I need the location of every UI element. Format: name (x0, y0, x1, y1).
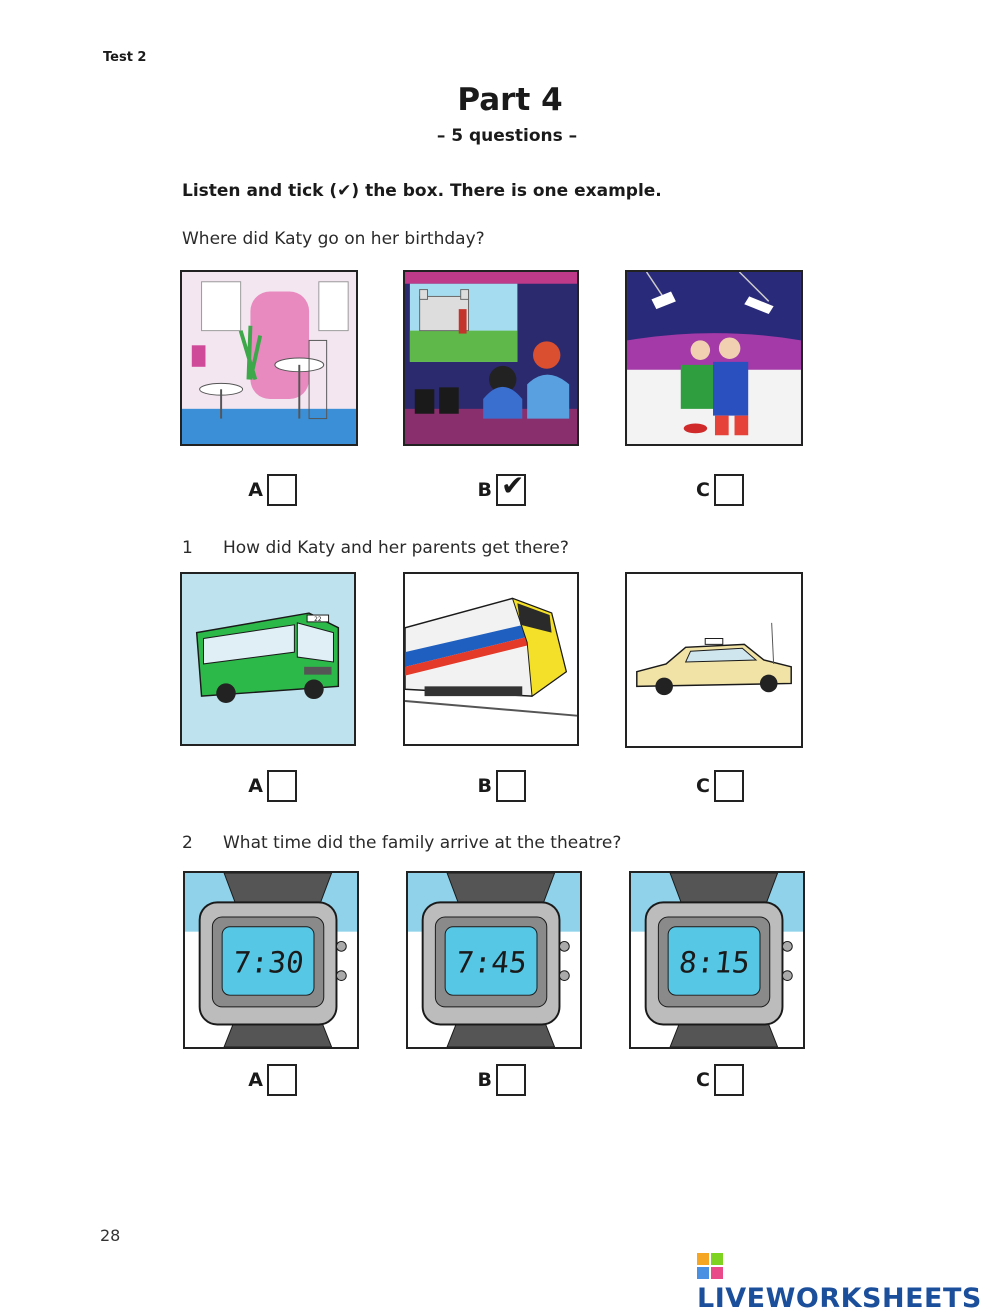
watch-time: 7:30 (231, 945, 306, 980)
watch-image (408, 873, 580, 1047)
answer-checkbox[interactable] (267, 474, 297, 506)
answer-checkbox[interactable] (714, 474, 744, 506)
bus-picture[interactable] (180, 572, 356, 746)
train-picture[interactable] (403, 572, 579, 746)
q2-option-a[interactable] (241, 1064, 297, 1096)
option-letter: B (477, 479, 492, 501)
q1-option-a[interactable] (241, 770, 297, 802)
watch-time: 8:15 (677, 945, 752, 980)
page-title: Part 4 (457, 82, 563, 118)
watch-image (631, 873, 803, 1047)
option-letter: C (696, 479, 710, 501)
circus-image (627, 272, 801, 444)
question-number: 1 (182, 538, 193, 558)
brand-name: LIVEWORKSHEETS (697, 1283, 982, 1314)
cafe-image (182, 272, 356, 444)
circus-picture[interactable] (625, 270, 803, 446)
theatre-image (405, 272, 577, 444)
question-text: What time did the family arrive at the theatre? (223, 833, 622, 853)
page-subtitle: – 5 questions – (436, 126, 578, 146)
option-letter: A (248, 775, 263, 797)
q1-option-c[interactable] (688, 770, 744, 802)
question-1 (182, 538, 569, 558)
answer-checkbox[interactable] (496, 1064, 526, 1096)
cafe-picture[interactable] (180, 270, 358, 446)
watch-picture-a[interactable] (183, 871, 359, 1049)
train-image (405, 574, 577, 744)
theatre-picture[interactable] (403, 270, 579, 446)
option-letter: C (696, 775, 710, 797)
test-label: Test 2 (103, 50, 147, 65)
example-question: Where did Katy go on her birthday? (182, 229, 485, 249)
question-2 (182, 833, 621, 853)
example-option-b[interactable] (470, 469, 526, 506)
taxi-image (627, 574, 801, 746)
q1-option-b[interactable] (470, 770, 526, 802)
example-option-c[interactable] (688, 474, 744, 506)
answer-checkbox[interactable] (267, 1064, 297, 1096)
answer-checkbox[interactable] (267, 770, 297, 802)
option-letter: C (696, 1069, 710, 1091)
watch-picture-c[interactable] (629, 871, 805, 1049)
instruction-text: Listen and tick (✔) the box. There is one example. (182, 181, 662, 201)
example-option-a[interactable] (241, 474, 297, 506)
liveworksheets-icon (697, 1253, 723, 1279)
watch-time: 7:45 (454, 945, 529, 980)
bus-image (182, 574, 354, 744)
question-number: 2 (182, 833, 193, 853)
page-number: 28 (100, 1226, 121, 1245)
liveworksheets-logo[interactable] (697, 1252, 1000, 1314)
answer-checkbox[interactable] (714, 770, 744, 802)
tick-mark: ✔ (501, 469, 525, 502)
answer-checkbox[interactable] (714, 1064, 744, 1096)
question-text: How did Katy and her parents get there? (223, 538, 569, 558)
option-letter: B (477, 1069, 492, 1091)
option-letter: A (248, 1069, 263, 1091)
q2-option-b[interactable] (470, 1064, 526, 1096)
option-letter: A (248, 479, 263, 501)
answer-checkbox[interactable] (496, 469, 526, 506)
answer-checkbox[interactable] (496, 770, 526, 802)
taxi-picture[interactable] (625, 572, 803, 748)
q2-option-c[interactable] (688, 1064, 744, 1096)
bus-number: 22 (314, 616, 322, 623)
option-letter: B (477, 775, 492, 797)
watch-picture-b[interactable] (406, 871, 582, 1049)
watch-image (185, 873, 357, 1047)
